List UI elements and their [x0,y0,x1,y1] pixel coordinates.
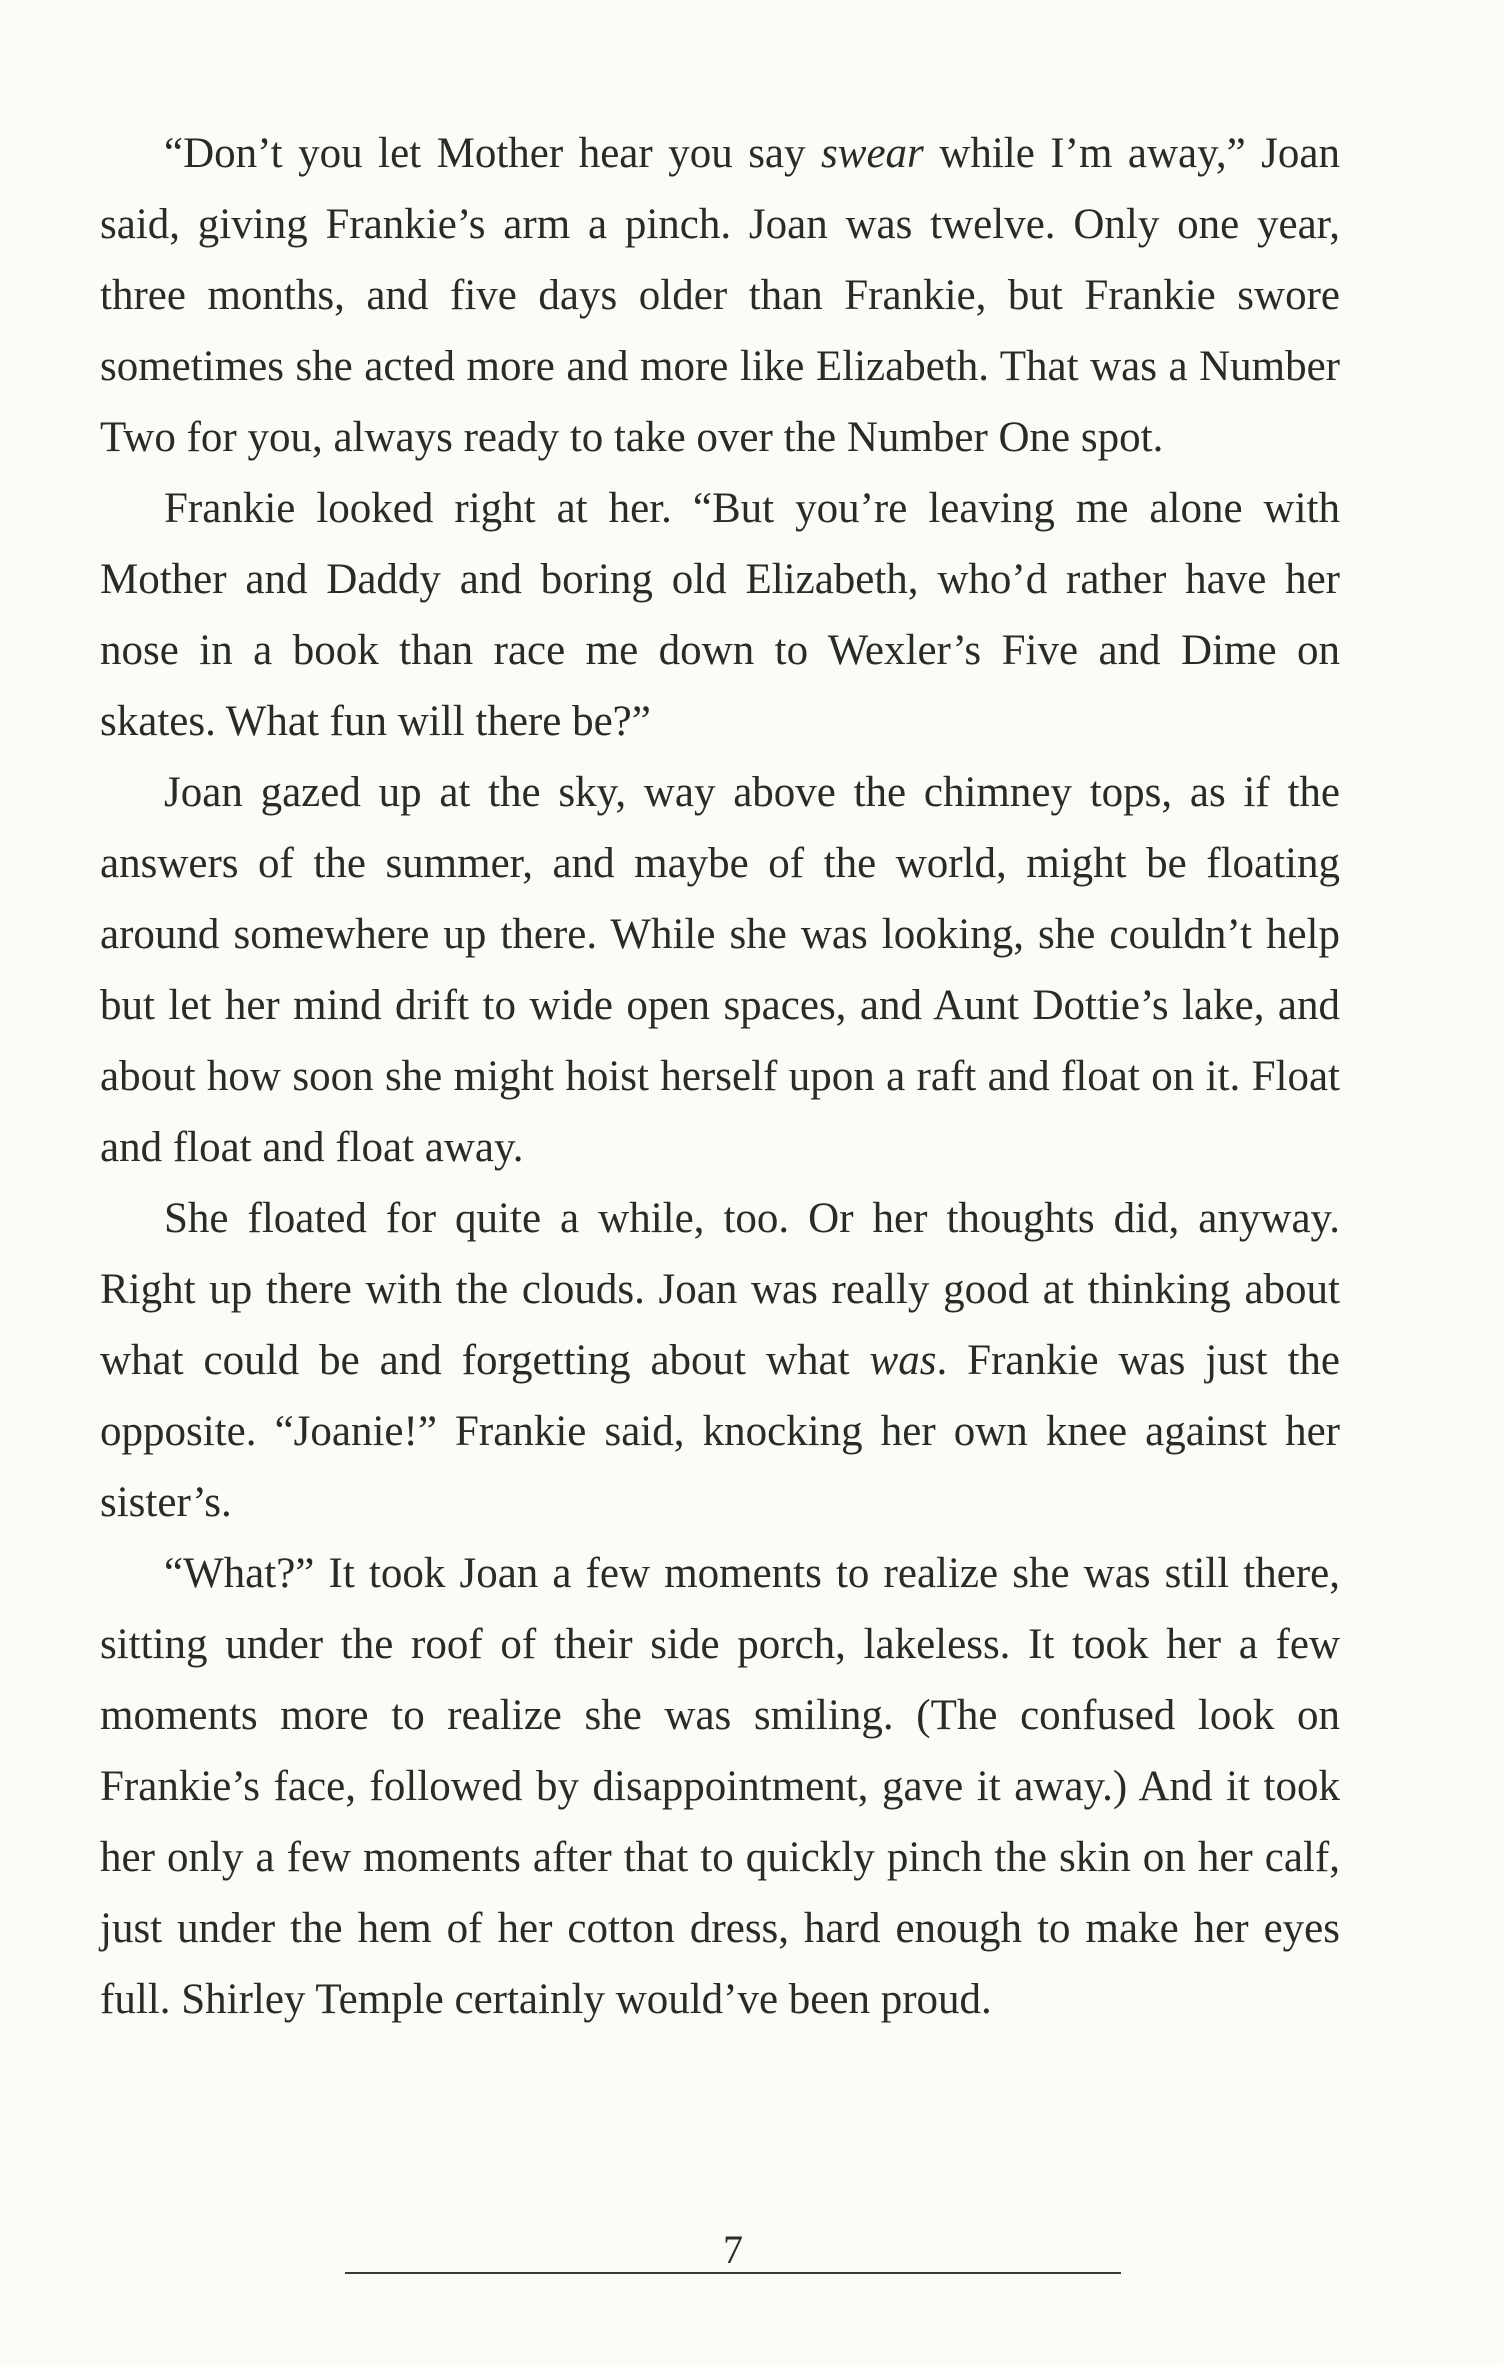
paragraph-4-before: She floated for quite a while, too. Or her thoughts did, anyway. Right up there with the clouds. Joan was really good at thinking about what could be and forgetting about what [100,1195,1340,1384]
paragraph-1-emphasis: swear [821,130,924,177]
paragraph-4-after: . Frankie was just the opposite. “Joanie!” Frankie said, knocking her own knee against her sister’s. [100,1337,1340,1526]
paragraph-1-before: “Don’t you let Mother hear you say [164,130,822,177]
body-text [100,118,1340,2035]
paragraph-4-emphasis: was [869,1337,937,1384]
paragraph-2: Frankie looked right at her. “But you’re leaving me alone with Mother and Daddy and boring old Elizabeth, who’d rather have her nose in a book than race me down to Wexler’s Five and Dime on skates. What fun will there be?” [100,485,1340,745]
paragraph-1 [100,118,1340,473]
paragraph-1-after: while I’m away,” Joan said, giving Frankie’s arm a pinch. Joan was twelve. Only one year, three months, and five days older than Frankie, but Frankie swore sometimes she acted more and more like Elizabeth. That was a Number Two for you, always ready to take over the Number One spot. [100,130,1340,461]
page-footer [345,2226,1121,2286]
paragraph-5: “What?” It took Joan a few moments to realize she was still there, sitting under the roof of their side porch, lakeless. It took her a few moments more to realize she was smiling. (The confused look on Frankie’s face, followed by disappointment, gave it away.) And it took her only a few moments after that to quickly pinch the skin on her calf, just under the hem of her cotton dress, hard enough to make her eyes full. Shirley Temple certainly would’ve been proud. [100,1550,1340,2023]
page-number: 7 [723,2227,743,2272]
paragraph-4 [100,1183,1340,1538]
paragraph-3: Joan gazed up at the sky, way above the chimney tops, as if the answers of the summer, and maybe of the world, might be floating around somewhere up there. While she was looking, she couldn’t help but let her mind drift to wide open spaces, and Aunt Dottie’s lake, and about how soon she might hoist herself upon a raft and float on it. Float and float and float away. [100,769,1340,1171]
